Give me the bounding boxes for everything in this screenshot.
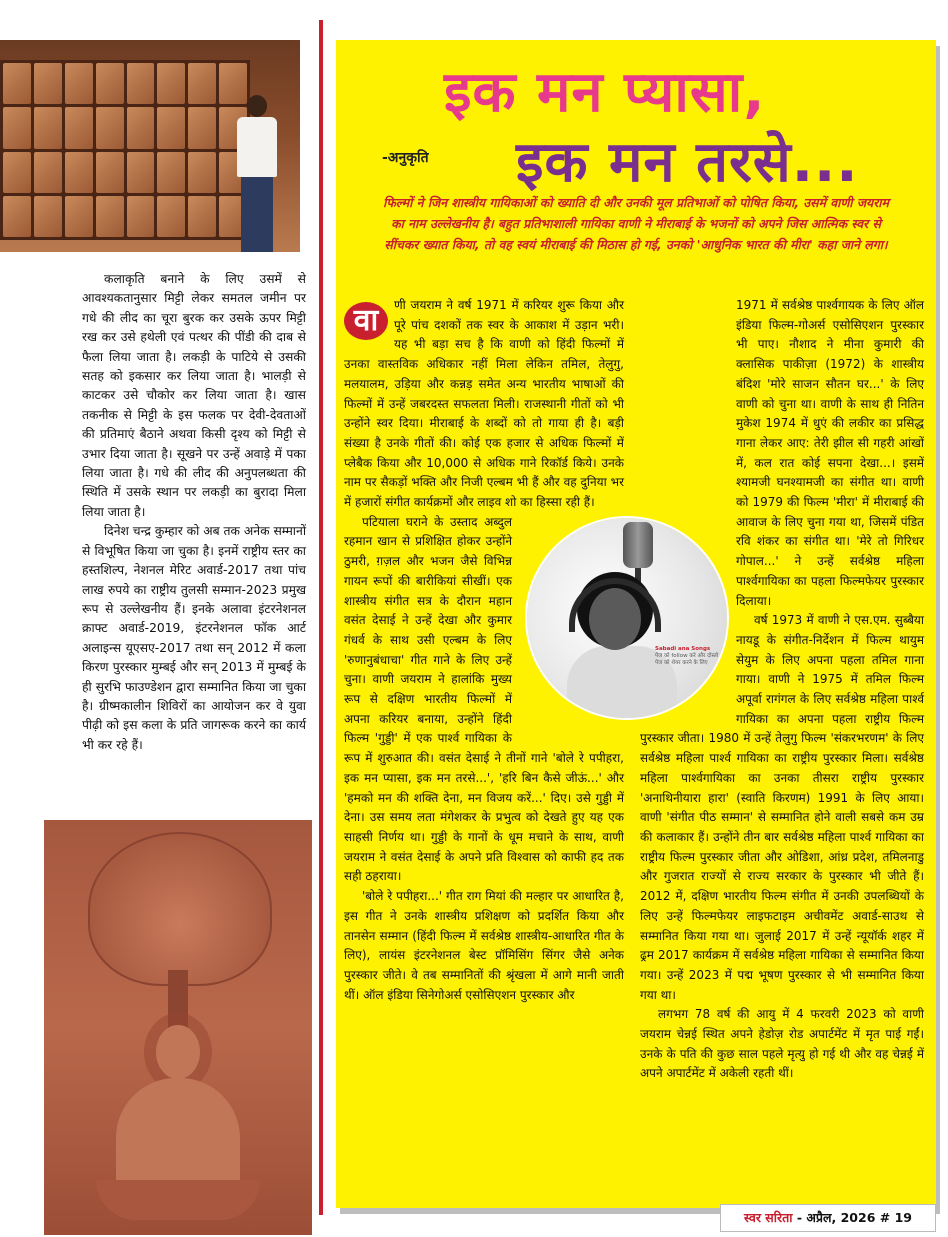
left-column bbox=[0, 0, 310, 1237]
buddha-icon bbox=[156, 1025, 200, 1079]
page-footer: स्वर सरिता - अप्रैल, 2026 # 19 bbox=[720, 1204, 936, 1232]
artisan-figure bbox=[235, 95, 279, 252]
left-article-text bbox=[82, 270, 306, 755]
article-paragraph: पटियाला घराने के उस्ताद अब्दुल रहमान खान से प्रशिक्षित होकर उन्होंने ठुमरी, ग़ज़ल और भजन जैसे विभिन्न गायन रूपों की बारीकियां सीखीं। एक शास्त्रीय संगीत सत्र के दौरान महान वसंत देसाई ने उन्हें देखा और कुमार गंधर्व के साथ उसी एल्बम के लिए 'रुणानुबंधाचा' गीत गाने के लिए उन्हें चुना। वाणी जयराम ने हालांकि मुख्य रूप से दक्षिण भारतीय फिल्मों में अपना करियर बनाया, उन्होंने हिंदी फिल्म 'गुड्डी' में एक पार्श्व गायिका के रूप में शुरुआत की। वसंत देसाई ने तीनों गाने 'बोले रे पपीहरा, इक मन प्यासा, इक मन तरसे...', 'हरि बिन कैसे जीऊं...' और 'हमको मन की शक्ति देना, मन विजय करें...' दिए। उसे गुड्डी में देना। उस समय लता मंगेशकर के प्रभुत्व को देखते हुए यह एक साहसी निर्णय था। गुड्डी के गानों के धूम मचाने के साथ, वाणी जयराम ने वसंत देसाई के अपने प्रति विश्वास को काफी हद तक सही ठहराया। bbox=[344, 514, 624, 884]
buddha-relief-photo bbox=[44, 820, 312, 1235]
article-panel bbox=[336, 40, 936, 1208]
article-paragraph: वर्ष 1973 में वाणी ने एस.एम. सुब्बैया नायडू के संगीत-निर्देशन में फिल्म थायुम सेयुम के लिए अपना पहला तमिल गाना गाया। वाणी ने 1975 में तमिल फिल्म अपूर्वा रागंगल के लिए सर्वश्रेष्ठ महिला पार्श्व गायिका का अपना पहला राष्ट्रीय फिल्म पुरस्कार जीता। 1980 में उन्हें तेलुगु फिल्म 'संकरभरणम' के लिए सर्वश्रेष्ठ महिला पार्श्व गायिका का राष्ट्रीय पुरस्कार मिला। सर्वश्रेष्ठ महिला पार्श्वगायिका का उनका तीसरा राष्ट्रीय पुरस्कार 'अनाथिनीयारा हारा' (स्वाति किरणम) 1991 के लिए आया। वाणी 'संगीत पीठ सम्मान' से सम्मानित होने वाली सबसे कम उम्र की कलाकार हैं। उन्होंने तीन बार सर्वश्रेष्ठ महिला पार्श्व गायिका का राष्ट्रीय फिल्म पुरस्कार जीता और ओडिशा, आंध्र प्रदेश, तमिलनाडु और गुजरात राज्यों से राज्य सरकार के पुरस्कार भी जीते हैं। 2012 में, दक्षिण भारतीय फिल्म संगीत में उनकी उपलब्धियों के लिए उन्हें फिल्मफेयर लाइफटाइम अचीवमेंट अवार्ड-साउथ से सम्मानित किया गया था। जुलाई 2017 में उन्हें न्यूयॉर्क शहर में ढ्रम 2017 कार्यक्रम में सर्वश्रेष्ठ महिला गायिका से सम्मानित किया गया। उन्हें 2023 में पद्म भूषण पुरस्कार से भी सम्मानित किया गया था। bbox=[640, 613, 924, 1002]
article-paragraph: लगभग 78 वर्ष की आयु में 4 फरवरी 2023 को वाणी जयराम चेन्नई स्थित अपने हेडोज़ रोड अपार्टमेंट में मृत पाई गईं। उनके के पति की कुछ साल पहले मृत्यु हो गई थी और वह चेन्नई में अपने अपार्टमेंट में अकेली रहती थीं। bbox=[640, 1007, 924, 1081]
relief-panel-grid bbox=[0, 60, 250, 240]
article-title-line2: इक मन तरसे... bbox=[516, 130, 859, 195]
article-intro: फिल्मों ने जिन शास्त्रीय गायिकाओं को ख्याति दी और उनकी मूल प्रतिभाओं को पोषित किया, उसमें वाणी जयराम का नाम उल्लेखनीय है। बहुत प्रतिभाशाली गायिका वाणी ने मीराबाई के भजनों को अपने जिस आत्मिक स्वर से सींचकर ख्यात किया, तो वह स्वयं मीराबाई की मिठास हो गई, उनको 'आधुनिक भारत की मीरा' कहा जाने लगा। bbox=[383, 195, 889, 252]
terracotta-panel-photo bbox=[0, 40, 300, 252]
microphone-icon bbox=[623, 522, 653, 568]
issue-date: अप्रैल, 2026 bbox=[806, 1210, 876, 1225]
singer-photo bbox=[527, 518, 727, 718]
column-divider bbox=[319, 20, 323, 1215]
photo-watermark: Sabadi ana Songs पेज को follow करे और दोस्तो पेज को शेयर करने के लिए bbox=[655, 646, 719, 666]
lotus-icon bbox=[96, 1180, 260, 1220]
article-author: -अनुकृति bbox=[382, 150, 429, 166]
left-paragraph: कलाकृति बनाने के लिए उसमें से आवश्यकतानुसार मिट्टी लेकर समतल जमीन पर गधे की लीद का चूरा बुरक कर उसके ऊपर मिट्टी रख कर उसे हथेली एवं पत्थर की पींडी की दाब से फैला लिया जाता है। लकड़ी के पाटिये से उसकी सतह को इकसार कर लिया जाता है। भालड़ी से काटकर उसे चौकोर कर लिया जाता है। खास तकनीक से मिट्टी के इस फलक पर देवी-देवताओं की प्रतिमाएं बैठाने अथवा किसी दृश्य को मिट्टी से उभार दिया जाता है। सूखने पर उन्हें अवाड़े में पका लिया जाता है। गधे की लीद की अनुपलब्धता की स्थिति में उसके स्थान पर लकड़ी का बुरादा मिला लिया जाता है। bbox=[82, 272, 306, 519]
article-title-line1: इक मन प्यासा, bbox=[444, 60, 766, 125]
article-paragraph: वा णी जयराम ने वर्ष 1971 में करियर शुरू किया और पूरे पांच दशकों तक स्वर के आकाश में उड़ान भरी। यह भी बड़ा सच है कि वाणी को हिंदी फिल्मों में उनका वास्तविक अधिकार नहीं मिला लेकिन तमिल, तेलुगु, मलयालम, उड़िया और कन्नड़ समेत अन्य भारतीय भाषाओं की फिल्मों में उन्हें जबरदस्त सफलता मिली। राजस्थानी गीतों को भी उन्होंने स्वर दिया। मीराबाई के शब्दों को तो गाया ही है। बड़ी संख्या है उनके गीतों की। कोई एक हजार से अधिक फिल्मों में प्लेबैक किया और 10,000 से अधिक गाने रिकॉर्ड किये। उनके नाम पर सैकड़ों भक्ति और निजी एल्बम भी हैं और वह दुनिया भर में हजारों संगीत कार्यक्रमों और लाइव शो का हिस्सा रही हैं। bbox=[344, 298, 624, 510]
page-number: # 19 bbox=[875, 1210, 912, 1225]
article-paragraph: 1971 में सर्वश्रेष्ठ पार्श्वगायक के लिए ऑल इंडिया फिल्म-गोअर्स एसोसिएशन पुरस्कार भी पाए। नौशाद ने मीना कुमारी की क्लासिक पाकीज़ा (1972) के शास्त्रीय बंदिश 'मोरे साजन सौतन घर...' के लिए वाणी को चुना था। वाणी के साथ ही नितिन मुकेश 1974 में धुएं की लकीर का प्रसिद्ध गाना लेकर आए: तेरी झील सी गहरी आंखों में, कल रात कोई सपना देखा...। इसमें श्यामजी घनश्यामजी का संगीत था। वाणी को 1979 की फिल्म 'मीरा' में मीराबाई की आवाज के लिए चुना गया था, जिसमें पंडित रवि शंकर का संगीत था। 'मेरे तो गिरिधर गोपाल...' ने उन्हें सर्वश्रेष्ठ महिला पार्श्वगायिका का पहला फिल्मफेयर पुरस्कार दिलाया। bbox=[736, 298, 924, 608]
left-paragraph: दिनेश चन्द्र कुम्हार को अब तक अनेक सम्मानों से विभूषित किया जा चुका है। इनमें राष्ट्रीय स्तर का हस्तशिल्प, नेशनल मेरिट अवार्ड-2017 तथा पांच लाख रुपये का राष्ट्रीय तुलसी सम्मान-2023 प्रमुख रूप से उल्लेखनीय हैं। इनके अलावा इंटरनेशनल क्राफ्ट अवार्ड-2019, इंटरनेशनल फॉक आर्ट अलाइन्स यूएसए-2017 तथा सन् 2012 में कला किरण पुरस्कार मुम्बई और सन् 2013 में मुम्बई के ही सुरभि फाउण्डेशन द्वारा सम्मानित किया जा चुका है। ग्रीष्मकालीन शिविरों का आयोजन कर वे युवा पीढ़ी को इस कला के प्रति जागरूक करने का कार्य भी कर रहे हैं। bbox=[82, 524, 307, 752]
headphones-icon bbox=[569, 578, 661, 632]
tree-icon bbox=[88, 832, 272, 986]
article-paragraph: 'बोले रे पपीहरा...' गीत राग मियां की मल्हार पर आधारित है, इस गीत ने उनके शास्त्रीय प्रशिक्षण को प्रदर्शित किया और तानसेन सम्मान (हिंदी फिल्म में सर्वश्रेष्ठ शास्त्रीय-आधारित गीत के लिए), लायंस इंटरनेशनल बेस्ट प्रॉमिसिंग सिंगर जैसे अनेक पुरस्कार जीते। वे तब सम्मानितों की श्रृंखला में आगे मानी जाती थीं। ऑल इंडिया सिनेगोअर्स एसोसिएशन पुरस्कार और bbox=[344, 889, 624, 1002]
magazine-name: स्वर सरिता bbox=[744, 1210, 793, 1225]
drop-cap: वा bbox=[344, 302, 388, 340]
